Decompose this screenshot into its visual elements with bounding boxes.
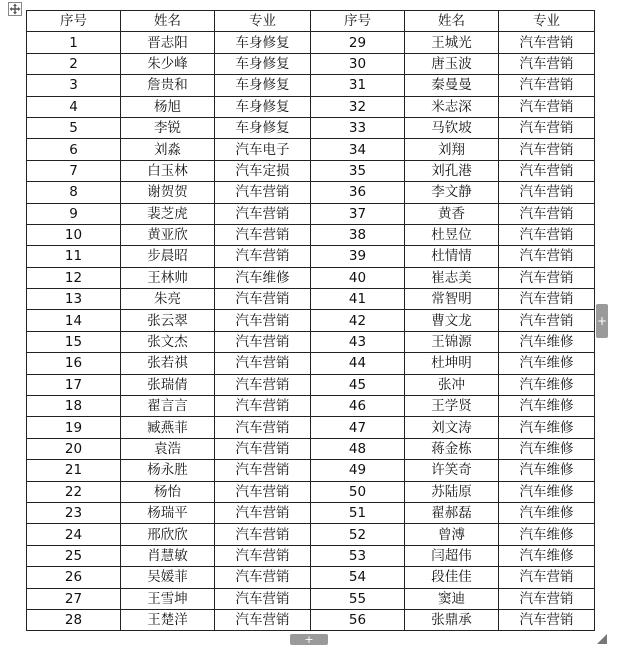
table-row	[27, 481, 595, 502]
add-column-button[interactable]: +	[596, 304, 608, 338]
cell-name[interactable]: 李文静	[405, 182, 499, 203]
cell-major[interactable]: 汽车营销	[499, 588, 595, 609]
cell-name[interactable]: 谢贺贺	[121, 182, 215, 203]
cell-major[interactable]: 汽车维修	[499, 481, 595, 502]
cell-serial-number[interactable]: 23	[27, 502, 121, 523]
cell-serial-number[interactable]: 31	[311, 75, 405, 96]
cell-name[interactable]: 崔志美	[405, 267, 499, 288]
cell-major[interactable]: 汽车营销	[499, 267, 595, 288]
table-row	[27, 246, 595, 267]
cell-major[interactable]: 车身修复	[215, 32, 311, 53]
cell-major[interactable]: 车身修复	[215, 53, 311, 74]
cell-serial-number[interactable]: 44	[311, 353, 405, 374]
cell-serial-number[interactable]: 7	[27, 160, 121, 181]
cell-name[interactable]: 白玉林	[121, 160, 215, 181]
cell-serial-number[interactable]: 43	[311, 331, 405, 352]
cell-serial-number[interactable]: 6	[27, 139, 121, 160]
cell-name[interactable]: 杨旭	[121, 96, 215, 117]
cell-major[interactable]: 汽车营销	[215, 588, 311, 609]
table-row	[27, 588, 595, 609]
cell-name[interactable]: 黄香	[405, 203, 499, 224]
cell-major[interactable]: 汽车营销	[499, 609, 595, 630]
cell-serial-number[interactable]: 46	[311, 396, 405, 417]
cell-name[interactable]: 吴媛菲	[121, 567, 215, 588]
cell-name[interactable]: 段佳佳	[405, 567, 499, 588]
cell-name[interactable]: 李锐	[121, 117, 215, 138]
cell-name[interactable]: 马钦坡	[405, 117, 499, 138]
cell-major[interactable]: 汽车营销	[215, 502, 311, 523]
cell-major[interactable]: 汽车营销	[215, 417, 311, 438]
cell-serial-number[interactable]: 5	[27, 117, 121, 138]
cell-serial-number[interactable]: 26	[27, 567, 121, 588]
cell-name[interactable]: 张文杰	[121, 331, 215, 352]
table-row	[27, 524, 595, 545]
cell-serial-number[interactable]: 33	[311, 117, 405, 138]
cell-major[interactable]: 汽车维修	[499, 417, 595, 438]
cell-name[interactable]: 曹文龙	[405, 310, 499, 331]
cell-serial-number[interactable]: 27	[27, 588, 121, 609]
table-row	[27, 224, 595, 245]
table-row	[27, 353, 595, 374]
cell-major[interactable]: 汽车营销	[215, 524, 311, 545]
cell-major[interactable]: 汽车营销	[499, 75, 595, 96]
cell-name[interactable]: 肖慧敏	[121, 545, 215, 566]
table-row	[27, 139, 595, 160]
cell-name[interactable]: 朱少峰	[121, 53, 215, 74]
table-row	[27, 609, 595, 630]
cell-name[interactable]: 刘淼	[121, 139, 215, 160]
cell-serial-number[interactable]: 54	[311, 567, 405, 588]
table-row	[27, 502, 595, 523]
cell-major[interactable]: 汽车营销	[499, 182, 595, 203]
cell-name[interactable]: 翟郝磊	[405, 502, 499, 523]
cell-name[interactable]: 翟言言	[121, 396, 215, 417]
cell-name[interactable]: 晋志阳	[121, 32, 215, 53]
cell-serial-number[interactable]: 25	[27, 545, 121, 566]
cell-name[interactable]: 王雪坤	[121, 588, 215, 609]
cell-name[interactable]: 裴芝虎	[121, 203, 215, 224]
cell-major[interactable]: 汽车营销	[215, 246, 311, 267]
cell-major[interactable]: 汽车维修	[499, 374, 595, 395]
header-serial-number: 序号	[27, 11, 121, 32]
cell-serial-number[interactable]: 28	[27, 609, 121, 630]
cell-serial-number[interactable]: 35	[311, 160, 405, 181]
cell-name[interactable]: 米志深	[405, 96, 499, 117]
cell-major[interactable]: 汽车营销	[215, 438, 311, 459]
cell-major[interactable]: 汽车营销	[215, 203, 311, 224]
cell-serial-number[interactable]: 56	[311, 609, 405, 630]
cell-name[interactable]: 杜情情	[405, 246, 499, 267]
table-row	[27, 567, 595, 588]
cell-serial-number[interactable]: 16	[27, 353, 121, 374]
cell-major[interactable]: 汽车营销	[499, 203, 595, 224]
cell-serial-number[interactable]: 42	[311, 310, 405, 331]
cell-name[interactable]: 詹贵和	[121, 75, 215, 96]
table-row	[27, 374, 595, 395]
add-row-button[interactable]: +	[290, 634, 328, 645]
table-row	[27, 310, 595, 331]
cell-serial-number[interactable]: 52	[311, 524, 405, 545]
cell-major[interactable]: 汽车营销	[215, 567, 311, 588]
cell-name[interactable]: 杨怡	[121, 481, 215, 502]
cell-major[interactable]: 汽车营销	[499, 160, 595, 181]
cell-serial-number[interactable]: 12	[27, 267, 121, 288]
cell-name[interactable]: 步晨昭	[121, 246, 215, 267]
table-row	[27, 32, 595, 53]
cell-name[interactable]: 曾溥	[405, 524, 499, 545]
cell-name[interactable]: 邢欣欣	[121, 524, 215, 545]
cell-major[interactable]: 汽车维修	[499, 353, 595, 374]
cell-name[interactable]: 王锦源	[405, 331, 499, 352]
cell-serial-number[interactable]: 49	[311, 460, 405, 481]
header-serial-number: 序号	[311, 11, 405, 32]
cell-major[interactable]: 汽车营销	[499, 289, 595, 310]
cell-major[interactable]: 汽车维修	[499, 545, 595, 566]
cell-major[interactable]: 汽车定损	[215, 160, 311, 181]
table-row	[27, 438, 595, 459]
header-name: 姓名	[405, 11, 499, 32]
cell-major[interactable]: 车身修复	[215, 75, 311, 96]
cell-serial-number[interactable]: 3	[27, 75, 121, 96]
cell-name[interactable]: 刘翔	[405, 139, 499, 160]
cell-serial-number[interactable]: 51	[311, 502, 405, 523]
cell-name[interactable]: 许笑奇	[405, 460, 499, 481]
move-arrows-icon[interactable]	[8, 2, 22, 16]
cell-name[interactable]: 常智明	[405, 289, 499, 310]
cell-name[interactable]: 闫超伟	[405, 545, 499, 566]
table-row	[27, 331, 595, 352]
cell-serial-number[interactable]: 39	[311, 246, 405, 267]
cell-major[interactable]: 汽车营销	[215, 396, 311, 417]
header-major: 专业	[499, 11, 595, 32]
cell-serial-number[interactable]: 1	[27, 32, 121, 53]
cell-serial-number[interactable]: 24	[27, 524, 121, 545]
cell-name[interactable]: 朱亮	[121, 289, 215, 310]
cell-name[interactable]: 王学贤	[405, 396, 499, 417]
cell-serial-number[interactable]: 37	[311, 203, 405, 224]
cell-serial-number[interactable]: 21	[27, 460, 121, 481]
cell-serial-number[interactable]: 29	[311, 32, 405, 53]
cell-serial-number[interactable]: 55	[311, 588, 405, 609]
cell-serial-number[interactable]: 32	[311, 96, 405, 117]
cell-name[interactable]: 杜坤明	[405, 353, 499, 374]
cell-major[interactable]: 汽车营销	[215, 310, 311, 331]
cell-name[interactable]: 秦曼曼	[405, 75, 499, 96]
cell-name[interactable]: 张冲	[405, 374, 499, 395]
cell-major[interactable]: 汽车维修	[499, 524, 595, 545]
cell-major[interactable]: 汽车维修	[215, 267, 311, 288]
cell-major[interactable]: 汽车营销	[499, 310, 595, 331]
cell-serial-number[interactable]: 9	[27, 203, 121, 224]
cell-major[interactable]: 汽车营销	[499, 117, 595, 138]
cell-serial-number[interactable]: 11	[27, 246, 121, 267]
cell-name[interactable]: 臧燕菲	[121, 417, 215, 438]
cell-serial-number[interactable]: 22	[27, 481, 121, 502]
cell-major[interactable]: 汽车营销	[499, 32, 595, 53]
cell-serial-number[interactable]: 4	[27, 96, 121, 117]
cell-serial-number[interactable]: 19	[27, 417, 121, 438]
cell-major[interactable]: 汽车营销	[215, 460, 311, 481]
cell-serial-number[interactable]: 50	[311, 481, 405, 502]
cell-major[interactable]: 汽车营销	[215, 545, 311, 566]
header-name: 姓名	[121, 11, 215, 32]
cell-serial-number[interactable]: 47	[311, 417, 405, 438]
cell-serial-number[interactable]: 8	[27, 182, 121, 203]
cell-serial-number[interactable]: 13	[27, 289, 121, 310]
cell-name[interactable]: 王城光	[405, 32, 499, 53]
cell-serial-number[interactable]: 34	[311, 139, 405, 160]
table-row	[27, 75, 595, 96]
cell-name[interactable]: 王楚洋	[121, 609, 215, 630]
table-row	[27, 203, 595, 224]
cell-major[interactable]: 汽车营销	[499, 246, 595, 267]
cell-major[interactable]: 汽车营销	[499, 224, 595, 245]
cell-name[interactable]: 刘文涛	[405, 417, 499, 438]
cell-name[interactable]: 张若祺	[121, 353, 215, 374]
cell-name[interactable]: 蒋金栋	[405, 438, 499, 459]
cell-major[interactable]: 汽车营销	[215, 374, 311, 395]
cell-major[interactable]: 汽车营销	[499, 139, 595, 160]
cell-name[interactable]: 张瑞倩	[121, 374, 215, 395]
cell-major[interactable]: 车身修复	[215, 96, 311, 117]
table-row	[27, 417, 595, 438]
cell-serial-number[interactable]: 53	[311, 545, 405, 566]
cell-major[interactable]: 汽车营销	[499, 96, 595, 117]
cell-name[interactable]: 黄亚欣	[121, 224, 215, 245]
cell-major[interactable]: 汽车营销	[215, 182, 311, 203]
cell-name[interactable]: 杨瑞平	[121, 502, 215, 523]
student-major-table	[26, 10, 595, 631]
table-row	[27, 267, 595, 288]
cell-serial-number[interactable]: 45	[311, 374, 405, 395]
cell-major[interactable]: 汽车电子	[215, 139, 311, 160]
cell-serial-number[interactable]: 2	[27, 53, 121, 74]
cell-name[interactable]: 袁浩	[121, 438, 215, 459]
table-row	[27, 460, 595, 481]
cell-name[interactable]: 唐玉波	[405, 53, 499, 74]
table-row	[27, 396, 595, 417]
cell-name[interactable]: 杨永胜	[121, 460, 215, 481]
cell-major[interactable]: 汽车营销	[215, 289, 311, 310]
table-row	[27, 117, 595, 138]
cell-serial-number[interactable]: 48	[311, 438, 405, 459]
cell-major[interactable]: 汽车维修	[499, 502, 595, 523]
header-major: 专业	[215, 11, 311, 32]
cell-major[interactable]: 汽车营销	[499, 567, 595, 588]
table-row	[27, 160, 595, 181]
table-row	[27, 182, 595, 203]
cell-serial-number[interactable]: 36	[311, 182, 405, 203]
cell-major[interactable]: 车身修复	[215, 117, 311, 138]
cell-name[interactable]: 杜昱位	[405, 224, 499, 245]
table-row	[27, 545, 595, 566]
cell-major[interactable]: 汽车维修	[499, 331, 595, 352]
cell-name[interactable]: 王林帅	[121, 267, 215, 288]
cell-serial-number[interactable]: 30	[311, 53, 405, 74]
cell-major[interactable]: 汽车营销	[215, 481, 311, 502]
table-header-row	[27, 11, 595, 32]
cell-serial-number[interactable]: 10	[27, 224, 121, 245]
cell-major[interactable]: 汽车营销	[499, 53, 595, 74]
cell-major[interactable]: 汽车营销	[215, 224, 311, 245]
cell-name[interactable]: 张云翠	[121, 310, 215, 331]
cell-serial-number[interactable]: 18	[27, 396, 121, 417]
cell-major[interactable]: 汽车维修	[499, 460, 595, 481]
cell-major[interactable]: 汽车营销	[215, 609, 311, 630]
cell-name[interactable]: 张鼎承	[405, 609, 499, 630]
cell-name[interactable]: 窦迪	[405, 588, 499, 609]
cell-serial-number[interactable]: 41	[311, 289, 405, 310]
cell-serial-number[interactable]: 40	[311, 267, 405, 288]
table-row	[27, 53, 595, 74]
cell-serial-number[interactable]: 14	[27, 310, 121, 331]
table-row	[27, 96, 595, 117]
cell-name[interactable]: 刘孔港	[405, 160, 499, 181]
cell-serial-number[interactable]: 20	[27, 438, 121, 459]
cell-serial-number[interactable]: 15	[27, 331, 121, 352]
cell-serial-number[interactable]: 38	[311, 224, 405, 245]
cell-name[interactable]: 苏陆原	[405, 481, 499, 502]
resize-corner-icon[interactable]	[597, 634, 607, 644]
cell-major[interactable]: 汽车维修	[499, 396, 595, 417]
cell-major[interactable]: 汽车营销	[215, 353, 311, 374]
cell-serial-number[interactable]: 17	[27, 374, 121, 395]
cell-major[interactable]: 汽车维修	[499, 438, 595, 459]
table-row	[27, 289, 595, 310]
cell-major[interactable]: 汽车营销	[215, 331, 311, 352]
